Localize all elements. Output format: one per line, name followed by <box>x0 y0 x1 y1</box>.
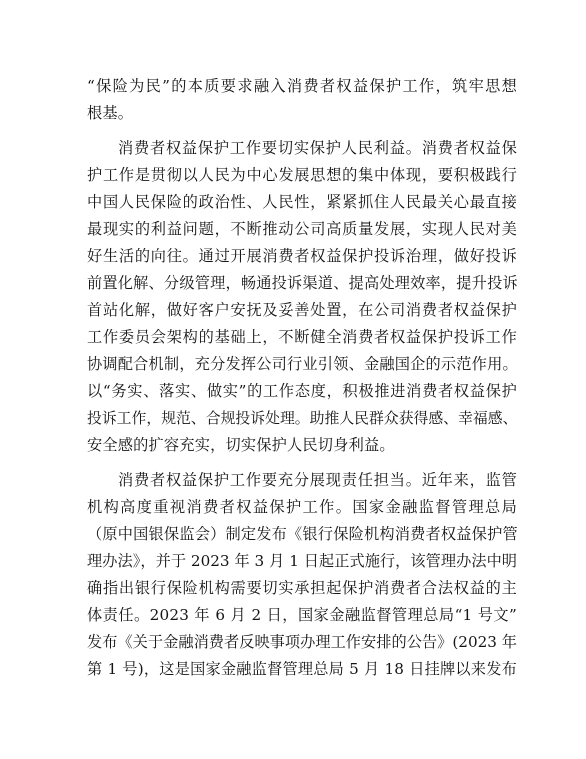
text-line: 前置化解、分级管理，畅通投诉渠道、提高处理效率，提升投诉 <box>87 274 518 292</box>
text-line: 投诉工作，规范、合规投诉处理。助推人民群众获得感、幸福感、 <box>87 409 518 427</box>
text-line: 好生活的向往。通过开展消费者权益保护投诉治理，做好投诉 <box>87 247 517 265</box>
text-line: 消费者权益保护工作要切实保护人民利益。消费者权益保 <box>118 139 517 157</box>
text-line: 首站化解，做好客户安抚及妥善处置，在公司消费者权益保护 <box>87 301 517 319</box>
text-line: 确指出银行保险机构需要切实承担起保护消费者合法权益的主 <box>87 579 517 597</box>
text-line: 根基。 <box>87 104 134 122</box>
text-line: “保险为民”的本质要求融入消费者权益保护工作，筑牢思想 <box>87 77 517 95</box>
text-line: 机构高度重视消费者权益保护工作。国家金融监督管理总局 <box>87 498 517 516</box>
text-line: 安全感的扩容充实，切实保护人民切身利益。 <box>87 436 395 454</box>
text-line: 消费者权益保护工作要充分展现责任担当。近年来，监管 <box>118 471 517 489</box>
text-line: 工作委员会架构的基础上，不断健全消费者权益保护投诉工作 <box>87 328 517 346</box>
text-line: 发布《关于金融消费者反映事项办理工作安排的公告》(2023 年 <box>87 633 517 651</box>
text-line: 以“务实、落实、做实”的工作态度，积极推进消费者权益保护 <box>87 382 517 400</box>
text-line: 最现实的利益问题，不断推动公司高质量发展，实现人民对美 <box>87 220 517 238</box>
text-line: 体责任。2023 年 6 月 2 日，国家金融监督管理总局“1 号文” <box>87 606 517 624</box>
text-line: 第 1 号)，这是国家金融监督管理总局 5 月 18 日挂牌以来发布 <box>87 660 517 678</box>
text-line: 中国人民保险的政治性、人民性，紧紧抓住人民最关心最直接 <box>87 193 517 211</box>
text-line: （原中国银保监会）制定发布《银行保险机构消费者权益保护管 <box>87 525 518 543</box>
text-line: 协调配合机制，充分发挥公司行业引领、金融国企的示范作用。 <box>87 355 518 373</box>
text-line: 护工作是贯彻以人民为中心发展思想的集中体现，要积极践行 <box>87 166 517 184</box>
text-line: 理办法》，并于 2023 年 3 月 1 日起正式施行，该管理办法中明 <box>87 552 517 570</box>
